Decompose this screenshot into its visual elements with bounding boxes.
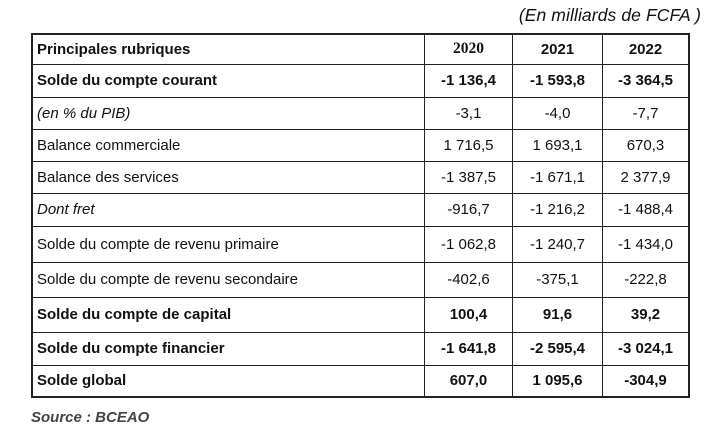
cell-2020: -1 641,8: [425, 332, 513, 365]
cell-2021: -2 595,4: [513, 332, 603, 365]
row-label: Balance des services: [32, 161, 425, 193]
cell-2022: -7,7: [603, 97, 690, 129]
cell-2021: -1 593,8: [513, 64, 603, 97]
cell-2022: 39,2: [603, 297, 690, 332]
row-label: Solde du compte financier: [32, 332, 425, 365]
cell-2021: 91,6: [513, 297, 603, 332]
table-row: [32, 97, 689, 129]
cell-2021: -4,0: [513, 97, 603, 129]
table-row: [32, 262, 689, 297]
cell-2022: -1 488,4: [603, 193, 690, 226]
cell-2020: -1 136,4: [425, 64, 513, 97]
row-label: Solde global: [32, 365, 425, 397]
header-label: Principales rubriques: [32, 34, 425, 64]
cell-2021: -1 216,2: [513, 193, 603, 226]
cell-2021: -1 240,7: [513, 226, 603, 262]
cell-2020: 607,0: [425, 365, 513, 397]
row-label: Solde du compte de revenu primaire: [32, 226, 425, 262]
header-year-2021: 2021: [513, 34, 603, 64]
table-row: [32, 365, 689, 397]
cell-2022: -3 024,1: [603, 332, 690, 365]
cell-2022: -304,9: [603, 365, 690, 397]
cell-2022: -3 364,5: [603, 64, 690, 97]
table-row: [32, 161, 689, 193]
cell-2020: -1 062,8: [425, 226, 513, 262]
table-row: [32, 332, 689, 365]
row-label: Solde du compte de revenu secondaire: [32, 262, 425, 297]
cell-2020: -916,7: [425, 193, 513, 226]
source-note: Source : BCEAO: [31, 409, 150, 426]
cell-2022: -222,8: [603, 262, 690, 297]
header-row: [32, 34, 689, 64]
cell-2020: 1 716,5: [425, 129, 513, 161]
cell-2021: 1 693,1: [513, 129, 603, 161]
header-year-2022: 2022: [603, 34, 690, 64]
table-body: [32, 64, 689, 397]
header-year-2020: 2020: [425, 34, 513, 64]
row-label: (en % du PIB): [32, 97, 425, 129]
cell-2020: -402,6: [425, 262, 513, 297]
cell-2022: -1 434,0: [603, 226, 690, 262]
cell-2020: 100,4: [425, 297, 513, 332]
cell-2022: 2 377,9: [603, 161, 690, 193]
row-label: Dont fret: [32, 193, 425, 226]
table-row: [32, 297, 689, 332]
row-label: Solde du compte de capital: [32, 297, 425, 332]
cell-2020: -1 387,5: [425, 161, 513, 193]
cell-2021: 1 095,6: [513, 365, 603, 397]
cell-2021: -375,1: [513, 262, 603, 297]
table-row: [32, 129, 689, 161]
cell-2020: -3,1: [425, 97, 513, 129]
table-row: [32, 193, 689, 226]
row-label: Balance commerciale: [32, 129, 425, 161]
balance-of-payments-table: [31, 33, 690, 398]
unit-note: (En milliards de FCFA ): [518, 5, 701, 25]
row-label: Solde du compte courant: [32, 64, 425, 97]
table-row: [32, 226, 689, 262]
cell-2021: -1 671,1: [513, 161, 603, 193]
table-row: [32, 64, 689, 97]
cell-2022: 670,3: [603, 129, 690, 161]
